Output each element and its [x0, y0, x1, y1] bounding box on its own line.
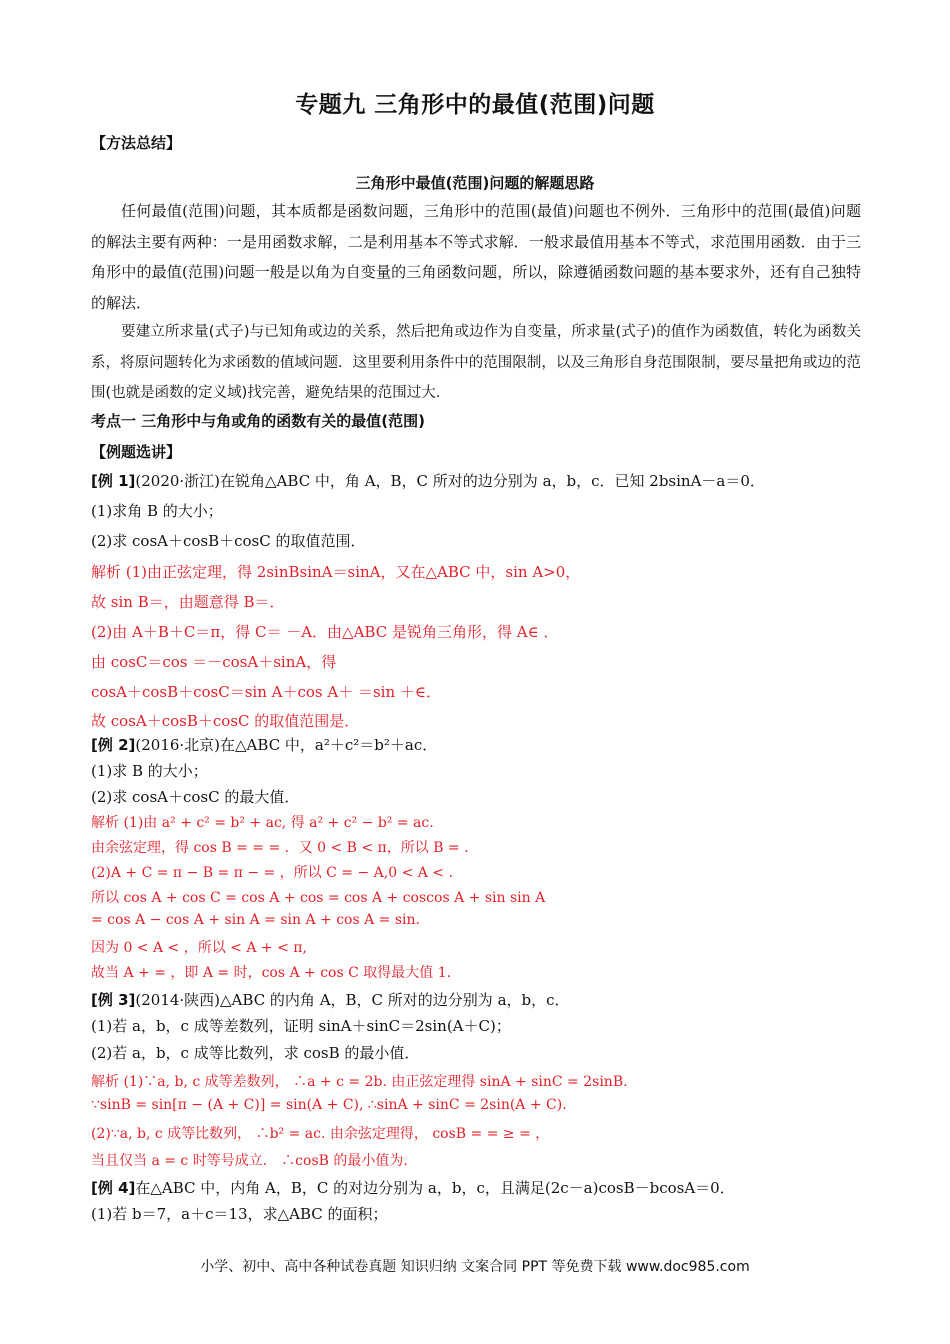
- example-4-stem: [91, 1177, 861, 1198]
- example-3-solution-line-2: ∵sinB = sin[π − (A + C)] = sin(A + C), ∴sinA + sinC = 2sin(A + C).: [91, 1097, 567, 1113]
- example-3-label: [例 3]: [91, 991, 136, 1009]
- example-2-q1: (1)求 B 的大小；: [91, 762, 208, 780]
- example-2-solution-line-2: 由余弦定理，得 cos B = = = ．又 0 < B < π，所以 B = .: [91, 840, 469, 856]
- page-title: 专题九 三角形中的最值(范围)问题: [295, 92, 655, 118]
- example-heading: 【例题选讲】: [91, 443, 182, 461]
- example-1-solution-line-5: cosA＋cosB＋cosC＝sin A＋cos A＋ ＝sin ＋∈．: [91, 683, 442, 701]
- method-heading: 【方法总结】: [91, 134, 182, 152]
- example-1-solution-line-1: 解析 (1)由正弦定理，得 2sinBsinA＝sinA，又在△ABC 中，sin A>0，: [91, 563, 581, 581]
- example-4-label: [例 4]: [91, 1179, 136, 1197]
- example-2-solution-line-6: 因为 0 < A < ，所以 < A + < π,: [91, 940, 307, 956]
- method-paragraph-1: 任何最值(范围)问题，其本质都是函数问题，三角形中的范围(最值)问题也不例外．三角形中的范围(最值)问题的解法主要有两种：一是用函数求解，二是利用基本不等式求解．一般求最值用基本不等式，求范围用函数．由于三角形中的最值(范围)问题一般是以角为自变量的三角函数问题，所以，除遵循函数问题的基本要求外，还有自己独特的解法．: [91, 202, 861, 312]
- example-3-solution-line-4: 当且仅当 a = c 时等号成立． ∴cosB 的最小值为.: [91, 1153, 408, 1169]
- example-3-solution-line-3: (2)∵a, b, c 成等比数列， ∴b² = ac. 由余弦定理得， cosB = = ≥ = ，: [91, 1126, 550, 1142]
- example-1-q2: (2)求 cosA＋cosB＋cosC 的取值范围．: [91, 532, 366, 550]
- example-4-text: 在△ABC 中，内角 A，B，C 的对边分别为 a，b，c，且满足(2c－a)cosB－bcosA＝0．: [135, 1179, 735, 1197]
- page-footer: 小学、初中、高中各种试卷真题 知识归纳 文案合同 PPT 等免费下载 www.doc985.com: [200, 1259, 750, 1275]
- example-2-solution-line-5: = cos A − cos A + sin A = sin A + cos A = sin.: [91, 912, 420, 928]
- example-1-solution-line-2: 故 sin B＝，由题意得 B＝．: [91, 593, 285, 611]
- example-1-q1: (1)求角 B 的大小；: [91, 502, 223, 520]
- example-3-q2: (2)若 a，b，c 成等比数列，求 cosB 的最小值．: [91, 1044, 420, 1062]
- method-paragraph-2: 要建立所求量(式子)与已知角或边的关系，然后把角或边作为自变量，所求量(式子)的值作为函数值，转化为函数关系，将原问题转化为求函数的值域问题．这里要利用条件中的范围限制，以及三角形自身范围限制，要尽量把角或边的范围(也就是函数的定义域)找完善，避免结果的范围过大．: [91, 324, 861, 401]
- example-2-solution-line-4: 所以 cos A + cos C = cos A + cos = cos A + coscos A + sin sin A: [91, 890, 546, 906]
- example-2-label: [例 2]: [91, 736, 136, 754]
- example-2-stem: [91, 734, 861, 755]
- example-3-text: (2014·陕西)△ABC 的内角 A，B，C 所对的边分别为 a，b，c．: [135, 991, 570, 1009]
- kaodian-1-heading: 考点一 三角形中与角或角的函数有关的最值(范围): [91, 412, 425, 430]
- example-2-q2: (2)求 cosA＋cosC 的最大值．: [91, 788, 300, 806]
- example-1-stem: [91, 470, 861, 491]
- method-subtitle: 三角形中最值(范围)问题的解题思路: [355, 174, 595, 192]
- example-1-solution-line-6: 故 cosA＋cosB＋cosC 的取值范围是．: [91, 712, 360, 730]
- example-1-text: (2020·浙江)在锐角△ABC 中，角 A，B，C 所对的边分别为 a，b，c．已知 2bsinA－a＝0．: [135, 472, 765, 490]
- example-2-solution-line-7: 故当 A + = ，即 A = 时，cos A + cos C 取得最大值 1.: [91, 965, 452, 981]
- example-2-solution-line-3: (2)A + C = π − B = π − = ，所以 C = − A,0 < A < .: [91, 865, 453, 881]
- example-1-solution-line-4: 由 cosC＝cos ＝－cosA＋sinA，得: [91, 653, 337, 671]
- example-2-solution-line-1: 解析 (1)由 a² + c² = b² + ac, 得 a² + c² − b² = ac.: [91, 815, 434, 831]
- example-1-label: [例 1]: [91, 472, 136, 490]
- example-2-text: (2016·北京)在△ABC 中，a²＋c²＝b²＋ac．: [135, 736, 438, 754]
- example-3-solution-line-1: 解析 (1)∵a, b, c 成等差数列， ∴a + c = 2b. 由正弦定理得 sinA + sinC = 2sinB.: [91, 1074, 628, 1090]
- example-3-q1: (1)若 a，b，c 成等差数列，证明 sinA＋sinC＝2sin(A＋C)；: [91, 1017, 511, 1035]
- example-4-q1: (1)若 b＝7，a＋c＝13，求△ABC 的面积；: [91, 1205, 388, 1223]
- example-1-solution-line-3: (2)由 A＋B＋C＝π，得 C＝ －A．由△ABC 是锐角三角形，得 A∈ ．: [91, 623, 559, 641]
- example-3-stem: [91, 989, 861, 1010]
